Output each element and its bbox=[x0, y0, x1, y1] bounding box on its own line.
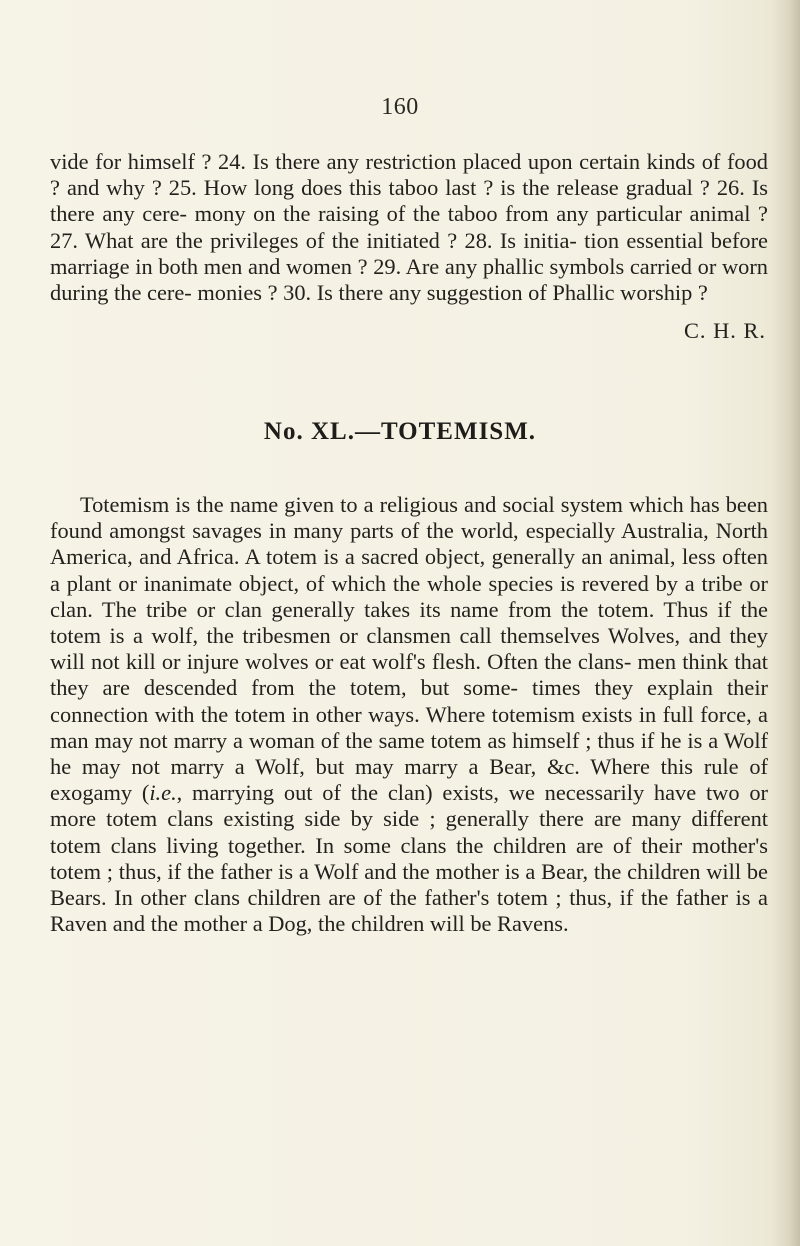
paragraph-text-part1: Totemism is the name given to a religious and social system which has been found amongst savages in many parts of the world, especially Australia, North America, and Africa. A totem is a sacred object, generally an animal, less often a plant or inanimate object, of which the whole species is revered by a tribe or clan. The tribe or clan generally takes its name from the totem. Thus if the totem is a wolf, the tribesmen or clansmen call themselves Wolves, and they will not kill or injure wolves or eat wolf's flesh. Often the clans- men think that they are descended from the totem, but some- times they explain their connection with the totem in other ways. Where totemism exists in full force, a man may not marry a woman of the same totem as himself ; thus if he is a Wolf he may not marry a Wolf, but may marry a Bear, &c. Where this rule of exogamy ( bbox=[50, 492, 768, 806]
questions-paragraph: vide for himself ? 24. Is there any restriction placed upon certain kinds of food ? and why ? 25. How long does this taboo last ? is the release gradual ? 26. Is there any cere- mony on the raising of the taboo from any particular animal ? 27. What are the privileges of the initiated ? 28. Is initia- tion essential before marriage in both men and women ? 29. Are any phallic symbols carried or worn during the cere- monies ? 30. Is there any suggestion of Phallic worship ? bbox=[50, 149, 768, 306]
page-edge-shadow bbox=[772, 0, 800, 1246]
author-initials: C. H. R. bbox=[683, 318, 766, 343]
section-heading: No. XL.—TOTEMISM. bbox=[263, 418, 537, 445]
paragraph-text-part2: , marrying out of the clan) exists, we necessarily have two or more totem clans existing side by side ; generally there are many different totem clans living together. In some clans the children are of their mother's totem ; thus, if the father is a Wolf and the mother is a Bear, the children will be Bears. In other clans children are of the father's totem ; thus, if the father is a Raven and the mother a Dog, the children will be Ravens. bbox=[50, 780, 768, 937]
totemism-paragraph bbox=[50, 492, 768, 937]
paragraph-italic-ie: i.e. bbox=[149, 780, 177, 806]
page-number: 160 bbox=[381, 94, 419, 120]
